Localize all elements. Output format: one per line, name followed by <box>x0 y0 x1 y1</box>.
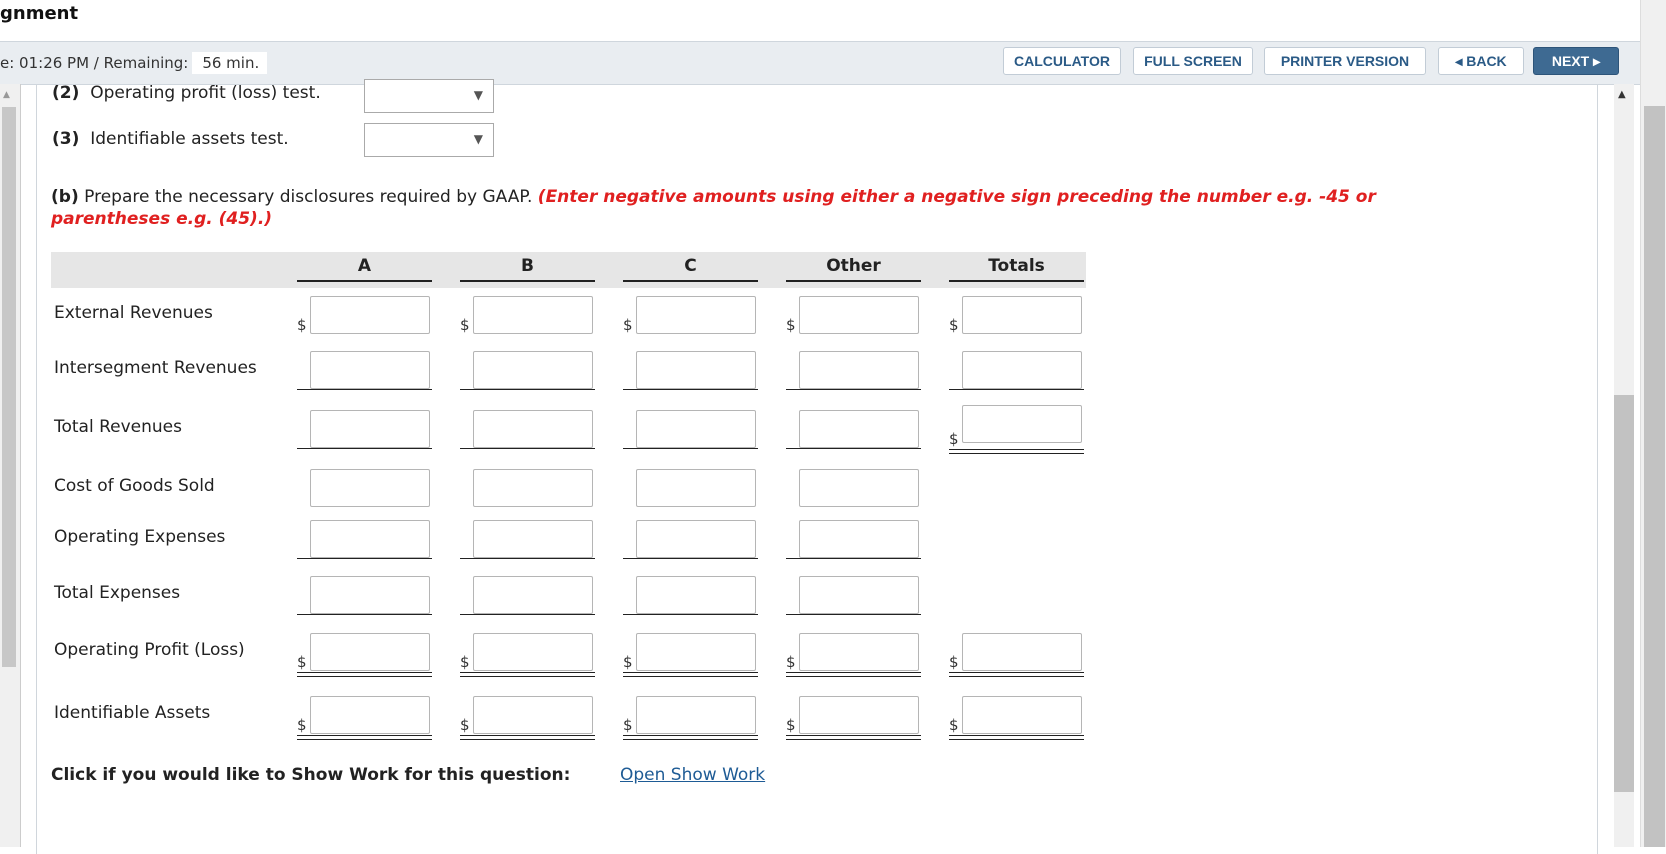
input-totals-row-2[interactable] <box>962 351 1082 389</box>
question-2 <box>52 83 321 103</box>
currency-symbol: $ <box>949 716 959 734</box>
underline <box>786 389 921 390</box>
double-underline <box>949 449 1084 454</box>
double-underline <box>949 672 1084 677</box>
currency-symbol: $ <box>786 653 796 671</box>
currency-symbol: $ <box>949 316 959 334</box>
column-header-c: C <box>623 256 758 282</box>
assignment-title: gnment <box>0 3 79 24</box>
double-underline <box>297 672 432 677</box>
input-c-row-8[interactable] <box>636 696 756 734</box>
currency-symbol: $ <box>949 430 959 448</box>
underline <box>460 614 595 615</box>
input-b-row-3[interactable] <box>473 410 593 448</box>
double-underline <box>623 735 758 740</box>
column-header-other: Other <box>786 256 921 282</box>
input-c-row-7[interactable] <box>636 633 756 671</box>
content-scrollbar-thumb[interactable] <box>1614 395 1634 792</box>
underline <box>623 614 758 615</box>
back-button[interactable]: ◂ BACK <box>1438 47 1524 75</box>
input-c-row-6[interactable] <box>636 576 756 614</box>
input-a-row-4[interactable] <box>310 469 430 507</box>
currency-symbol: $ <box>623 653 633 671</box>
input-b-row-7[interactable] <box>473 633 593 671</box>
input-c-row-5[interactable] <box>636 520 756 558</box>
underline <box>460 448 595 449</box>
input-c-row-4[interactable] <box>636 469 756 507</box>
left-scrollbar-thumb[interactable] <box>2 107 16 667</box>
double-underline <box>460 672 595 677</box>
timer-status <box>0 52 267 74</box>
currency-symbol: $ <box>949 653 959 671</box>
question-2-number: (2) <box>52 83 80 103</box>
double-underline <box>786 672 921 677</box>
part-b-label: (b) <box>51 187 79 207</box>
operating-profit-test-select[interactable] <box>364 79 494 113</box>
input-b-row-8[interactable] <box>473 696 593 734</box>
underline <box>949 389 1084 390</box>
dropdown-arrow-icon: ▼ <box>473 132 483 146</box>
double-underline <box>949 735 1084 740</box>
input-other-row-4[interactable] <box>799 469 919 507</box>
currency-symbol: $ <box>786 716 796 734</box>
underline <box>460 558 595 559</box>
input-totals-row-1[interactable] <box>962 296 1082 334</box>
show-work-prompt: Click if you would like to Show Work for this question: <box>51 765 571 785</box>
double-underline <box>786 735 921 740</box>
input-a-row-1[interactable] <box>310 296 430 334</box>
underline <box>786 558 921 559</box>
row-label: Cost of Goods Sold <box>54 476 215 496</box>
column-header-totals: Totals <box>949 256 1084 282</box>
currency-symbol: $ <box>623 716 633 734</box>
question-3-number: (3) <box>52 129 80 149</box>
timer-text: e: 01:26 PM / Remaining: <box>0 54 189 72</box>
input-a-row-6[interactable] <box>310 576 430 614</box>
question-3-text: Identifiable assets test. <box>90 129 289 149</box>
question-3 <box>52 129 289 149</box>
underline <box>623 558 758 559</box>
input-other-row-1[interactable] <box>799 296 919 334</box>
underline <box>297 448 432 449</box>
window-scrollbar-thumb[interactable] <box>1644 106 1665 847</box>
input-b-row-6[interactable] <box>473 576 593 614</box>
underline <box>623 448 758 449</box>
input-totals-row-8[interactable] <box>962 696 1082 734</box>
input-totals-row-3[interactable] <box>962 405 1082 443</box>
input-other-row-2[interactable] <box>799 351 919 389</box>
question-2-text: Operating profit (loss) test. <box>90 83 321 103</box>
row-label: Operating Profit (Loss) <box>54 640 245 660</box>
currency-symbol: $ <box>786 316 796 334</box>
underline <box>623 389 758 390</box>
full-screen-button[interactable]: FULL SCREEN <box>1133 47 1253 75</box>
row-label: Identifiable Assets <box>54 703 211 723</box>
input-other-row-5[interactable] <box>799 520 919 558</box>
identifiable-assets-test-select[interactable] <box>364 123 494 157</box>
part-b-prompt <box>51 186 1481 230</box>
input-a-row-8[interactable] <box>310 696 430 734</box>
input-other-row-7[interactable] <box>799 633 919 671</box>
underline <box>297 614 432 615</box>
scroll-up-arrow-icon[interactable]: ▲ <box>3 90 10 100</box>
open-show-work-link[interactable]: Open Show Work <box>620 765 766 785</box>
row-label: Operating Expenses <box>54 527 226 547</box>
row-label: Total Expenses <box>54 583 181 603</box>
input-b-row-1[interactable] <box>473 296 593 334</box>
input-b-row-4[interactable] <box>473 469 593 507</box>
currency-symbol: $ <box>460 316 470 334</box>
column-header-b: B <box>460 256 595 282</box>
input-other-row-3[interactable] <box>799 410 919 448</box>
scroll-up-arrow-icon[interactable]: ▲ <box>1618 89 1626 100</box>
input-c-row-3[interactable] <box>636 410 756 448</box>
input-other-row-8[interactable] <box>799 696 919 734</box>
input-b-row-2[interactable] <box>473 351 593 389</box>
underline <box>786 614 921 615</box>
underline <box>786 448 921 449</box>
underline <box>460 389 595 390</box>
currency-symbol: $ <box>297 316 307 334</box>
currency-symbol: $ <box>460 716 470 734</box>
input-totals-row-7[interactable] <box>962 633 1082 671</box>
column-header-a: A <box>297 256 432 282</box>
currency-symbol: $ <box>297 653 307 671</box>
remaining-time: 56 min. <box>192 52 267 74</box>
input-b-row-5[interactable] <box>473 520 593 558</box>
input-a-row-3[interactable] <box>310 410 430 448</box>
underline <box>297 389 432 390</box>
input-c-row-1[interactable] <box>636 296 756 334</box>
double-underline <box>623 672 758 677</box>
input-other-row-6[interactable] <box>799 576 919 614</box>
underline <box>297 558 432 559</box>
currency-symbol: $ <box>297 716 307 734</box>
currency-symbol: $ <box>623 316 633 334</box>
row-label: Intersegment Revenues <box>54 358 257 378</box>
next-button[interactable]: NEXT ▸ <box>1533 47 1619 75</box>
double-underline <box>460 735 595 740</box>
input-a-row-7[interactable] <box>310 633 430 671</box>
dropdown-arrow-icon: ▼ <box>473 88 483 102</box>
part-b-text: Prepare the necessary disclosures required by GAAP. <box>84 187 533 207</box>
part-b-instruction: (Enter negative amounts using either a negative sign preceding the number e.g. -45 or parentheses e.g. (45).) <box>51 187 1376 229</box>
currency-symbol: $ <box>460 653 470 671</box>
row-label: Total Revenues <box>54 417 182 437</box>
double-underline <box>297 735 432 740</box>
input-c-row-2[interactable] <box>636 351 756 389</box>
calculator-button[interactable]: CALCULATOR <box>1003 47 1121 75</box>
input-a-row-2[interactable] <box>310 351 430 389</box>
input-a-row-5[interactable] <box>310 520 430 558</box>
row-label: External Revenues <box>54 303 213 323</box>
printer-version-button[interactable]: PRINTER VERSION <box>1264 47 1426 75</box>
